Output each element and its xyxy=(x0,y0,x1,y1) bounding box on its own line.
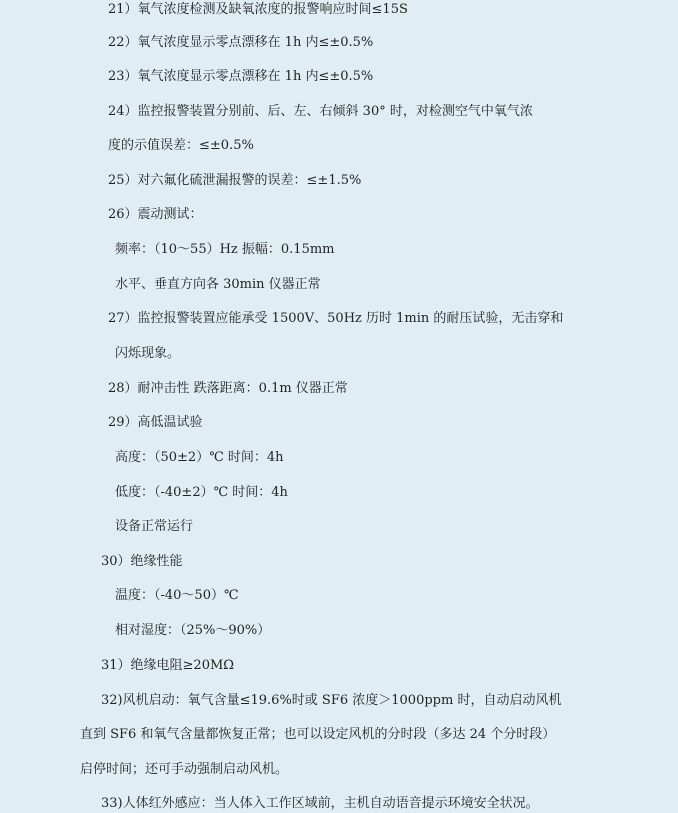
item-29-high: 高度：（50±2）℃ 时间：4h xyxy=(115,450,284,465)
item-30-humidity: 相对湿度：（25%～90%） xyxy=(115,623,271,638)
item-26-direction: 水平、垂直方向各 30min 仪器正常 xyxy=(115,277,321,292)
item-25: 25）对六氟化硫泄漏报警的误差：≤±1.5% xyxy=(108,173,362,188)
item-29-result: 设备正常运行 xyxy=(115,519,194,534)
item-32-cont-1: 直到 SF6 和氧气含量都恢复正常；也可以设定风机的分时段（多达 24 个分时段） xyxy=(80,727,556,742)
item-28: 28）耐冲击性 跌落距离：0.1m 仪器正常 xyxy=(108,381,348,396)
item-22: 22）氧气浓度显示零点漂移在 1h 内≤±0.5% xyxy=(108,35,374,50)
item-27-cont: 闪烁现象。 xyxy=(115,346,181,361)
item-21: 21）氧气浓度检测及缺氧浓度的报警响应时间≤15S xyxy=(108,2,408,17)
item-27: 27）监控报警装置应能承受 1500V、50Hz 历时 1min 的耐压试验，无击穿和 xyxy=(108,311,564,326)
item-30-temperature: 温度：（-40～50）℃ xyxy=(115,588,239,603)
item-26: 26）震动测试： xyxy=(108,207,203,222)
item-31: 31）绝缘电阻≥20MΩ xyxy=(101,658,235,673)
item-24: 24）监控报警装置分别前、后、左、右倾斜 30° 时，对检测空气中氧气浓 xyxy=(108,104,533,119)
item-23: 23）氧气浓度显示零点漂移在 1h 内≤±0.5% xyxy=(108,69,374,84)
item-32: 32)风机启动：氧气含量≤19.6%时或 SF6 浓度＞1000ppm 时，自动启动风机 xyxy=(101,693,562,708)
item-32-cont-2: 启停时间；还可手动强制启动风机。 xyxy=(80,762,289,777)
item-24-cont: 度的示值误差：≤±0.5% xyxy=(108,138,254,153)
item-29-low: 低度：（-40±2）℃ 时间：4h xyxy=(115,485,288,500)
item-26-frequency: 频率：（10～55）Hz 振幅：0.15mm xyxy=(115,242,335,257)
item-33: 33)人体红外感应：当人体入工作区域前，主机自动语音提示环境安全状况。 xyxy=(101,796,539,811)
item-29: 29）高低温试验 xyxy=(108,415,203,430)
item-30: 30）绝缘性能 xyxy=(101,554,183,569)
